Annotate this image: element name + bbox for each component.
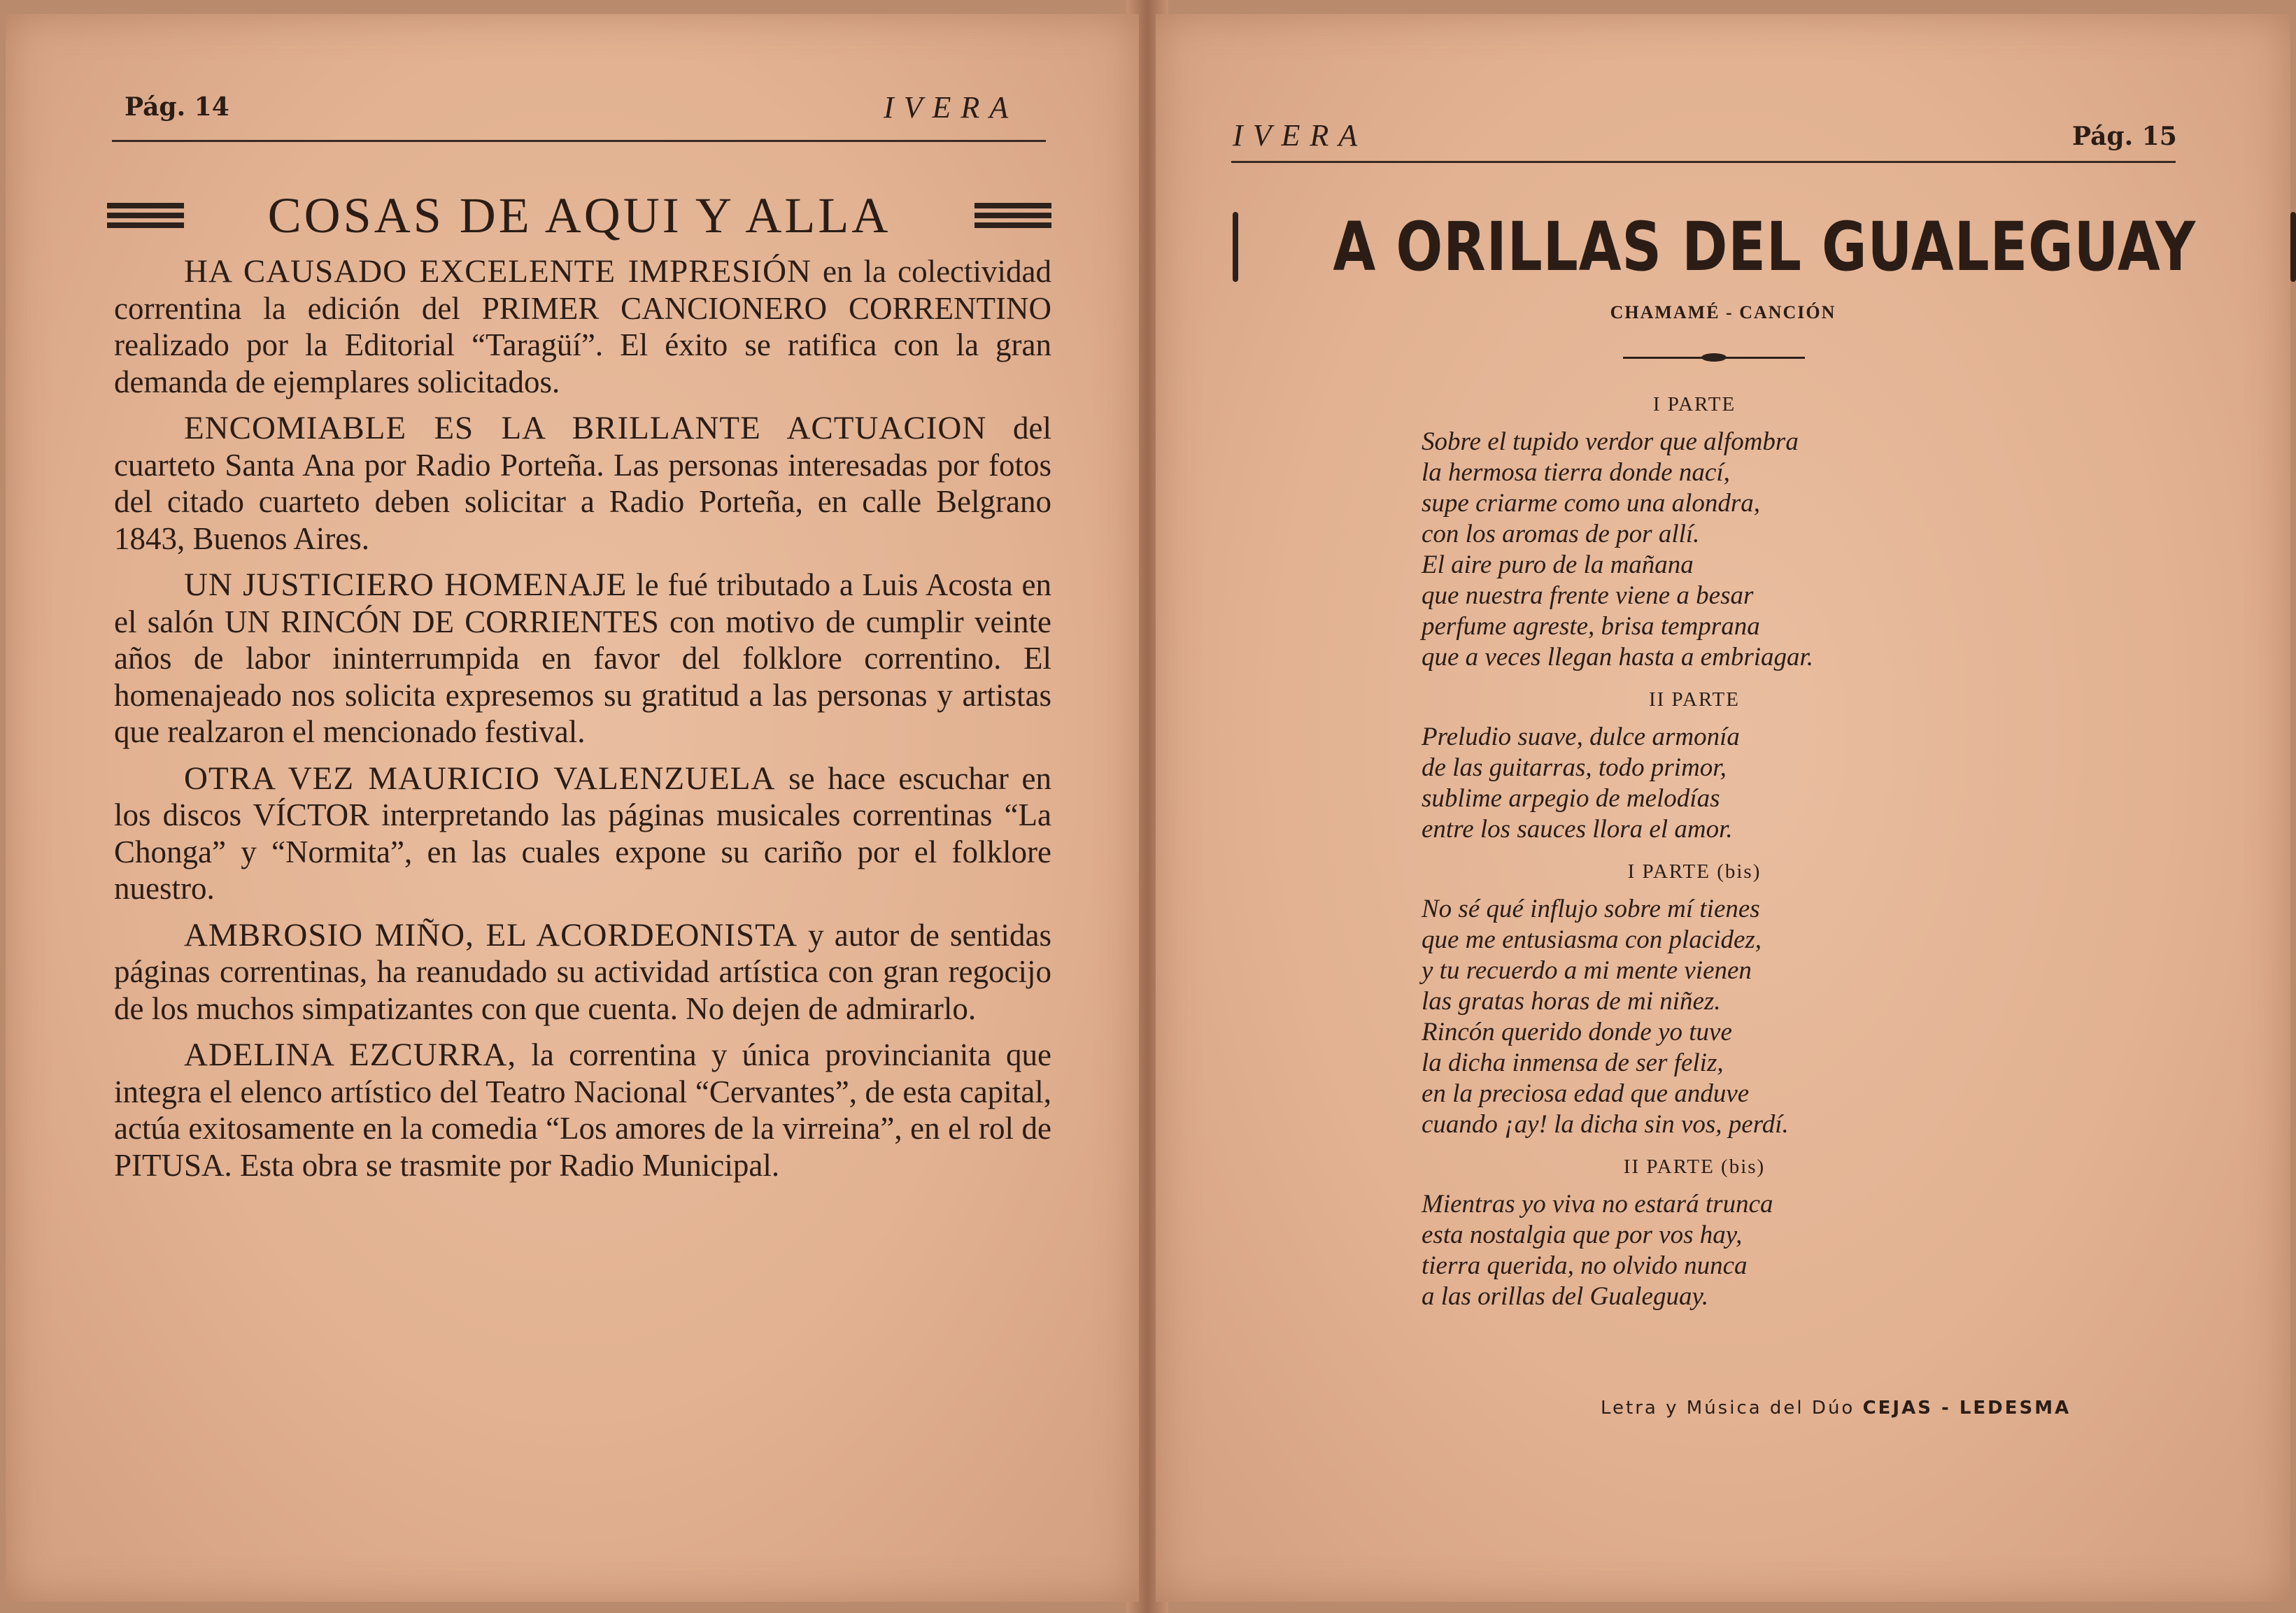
right-page — [1156, 14, 2290, 1602]
section-title: COSAS DE AQUI Y ALLA — [267, 187, 891, 243]
news-item — [114, 917, 1051, 1028]
news-item — [114, 760, 1051, 907]
left-page — [6, 14, 1139, 1602]
left-header-rule — [112, 140, 1046, 142]
lyric-line: supe criarme como una alondra, — [1422, 489, 1761, 518]
lyric-line: Rincón querido donde yo tuve — [1422, 1018, 1732, 1046]
lyric-line: la dicha inmensa de ser feliz, — [1422, 1049, 1724, 1077]
credits-authors: CEJAS - LEDESMA — [1862, 1398, 2071, 1419]
lyric-line: y tu recuerdo a mi mente vienen — [1422, 956, 1752, 985]
right-page-number: Pág. 15 — [2072, 122, 2177, 151]
news-item — [114, 253, 1051, 400]
news-items — [114, 253, 1051, 1193]
news-item — [114, 410, 1051, 557]
lyric-line: que nuestra frente viene a besar — [1422, 581, 1754, 610]
news-item-body: le fué tributado a Luis Acosta en el salón UN RINCÓN DE CORRIENTES con motivo de cumplir veinte años de labor ininterrumpida en favor del folklore correntino. El homenajeado nos solicita expresemos su gratitud a las personas y artistas que realzaron el mencionado festival. — [114, 567, 1052, 749]
lyric-line: la hermosa tierra donde nací, — [1422, 458, 1730, 487]
right-ornament-icon — [2290, 212, 2296, 282]
lyric-line: que a veces llegan hasta a embriagar. — [1422, 643, 1814, 672]
lyric-line: Sobre el tupido verdor que alfombra — [1422, 427, 1799, 456]
news-item — [114, 567, 1051, 751]
stanza — [1422, 427, 1995, 673]
right-running-head: IVERA — [1233, 118, 1368, 152]
news-item-lead: AMBROSIO MIÑO, EL ACORDEONISTA — [184, 916, 798, 953]
right-bars-ornament — [975, 203, 1051, 228]
lyric-line: sublime arpegio de melodías — [1422, 784, 1720, 813]
right-header-rule — [1231, 161, 2176, 163]
song-subtitle: CHAMAMÉ - CANCIÓN — [1610, 302, 1836, 322]
news-item — [114, 1037, 1051, 1184]
part-label: I PARTE — [1652, 393, 1736, 415]
lyric-line: en la preciosa edad que anduve — [1422, 1079, 1750, 1108]
lyric-line: con los aromas de por allí. — [1422, 520, 1700, 548]
lyric-line: que me entusiasma con placidez, — [1422, 925, 1762, 954]
lyric-line: perfume agreste, brisa temprana — [1422, 612, 1760, 641]
lyric-line: las gratas horas de mi niñez. — [1422, 987, 1721, 1016]
stanza — [1422, 1189, 1995, 1312]
left-bars-ornament — [107, 203, 184, 228]
lyric-line: cuando ¡ay! la dicha sin vos, perdí. — [1422, 1110, 1789, 1139]
lyric-line: Mientras yo viva no estará trunca — [1422, 1190, 1773, 1218]
credits-prefix: Letra y Música del Dúo — [1601, 1398, 1855, 1419]
stanza — [1422, 722, 1995, 845]
song-credits — [1601, 1398, 2071, 1419]
section-heading — [107, 180, 1051, 250]
lyric-line: tierra querida, no olvido nunca — [1422, 1251, 1748, 1280]
lyric-line: Preludio suave, dulce armonía — [1422, 723, 1740, 751]
news-item-lead: ADELINA EZCURRA, — [184, 1037, 517, 1073]
song-lyrics — [1422, 392, 1995, 1326]
part-label: II PARTE (bis) — [1623, 1156, 1766, 1178]
news-item-lead: ENCOMIABLE ES LA BRILLANTE ACTUACION — [184, 410, 987, 446]
news-item-body: la correntina y única provincianita que integra el elenco artístico del Teatro Nacional “Cervantes”, de esta capital, actúa exitosamente en la comedia “Los amores de la virreina”, en el rol de PITUSA. Esta obra se trasmite por Radio Municipal. — [114, 1037, 1051, 1183]
lyric-line: de las guitarras, todo primor, — [1422, 753, 1727, 782]
left-page-number: Pág. 14 — [125, 92, 229, 122]
news-item-body: del cuarteto Santa Ana por Radio Porteña. Las personas interesadas por fotos del citado cuarteto deben solicitar a Radio Porteña, en calle Belgrano 1843, Buenos Aires. — [114, 411, 1051, 556]
lyric-line: a las orillas del Gualeguay. — [1422, 1282, 1709, 1311]
news-item-body: y autor de sentidas páginas correntinas, ha reanudado su actividad artística con gran regocijo de los muchos simpatizantes con que cuenta. No dejen de admirarlo. — [114, 917, 1051, 1026]
lyric-line: No sé qué influjo sobre mí tienes — [1422, 895, 1760, 923]
part-label: I PARTE (bis) — [1627, 860, 1762, 883]
news-item-lead: UN JUSTICIERO HOMENAJE — [184, 567, 628, 603]
news-item-lead: HA CAUSADO EXCELENTE IMPRESIÓN — [184, 253, 812, 290]
news-item-lead: OTRA VEZ MAURICIO VALENZUELA — [184, 760, 776, 797]
lyric-line: El aire puro de la mañana — [1422, 550, 1694, 579]
part-label: II PARTE — [1648, 688, 1740, 711]
lyric-line: esta nostalgia que por vos hay, — [1422, 1221, 1743, 1249]
title-divider — [1623, 357, 1805, 359]
left-ornament-icon — [1233, 212, 1238, 282]
song-title: A ORILLAS DEL GUALEGUAY — [1333, 208, 2196, 286]
left-running-head: IVERA — [884, 90, 1019, 125]
song-heading — [1233, 201, 2196, 292]
stanza — [1422, 894, 1995, 1140]
lyric-line: entre los sauces llora el amor. — [1422, 815, 1733, 844]
news-item-body: en la colectividad correntina la edición del PRIMER CANCIONERO CORRENTINO realizado por la Editorial “Taragüí”. El éxito se ratifica con la gran demanda de ejemplares solicitados. — [114, 254, 1051, 399]
news-item-body: se hace escuchar en los discos VÍCTOR interpretando las páginas musicales correntinas “La Chonga” y “Normita”, en las cuales expone su cariño por el folklore nuestro. — [114, 760, 1051, 906]
